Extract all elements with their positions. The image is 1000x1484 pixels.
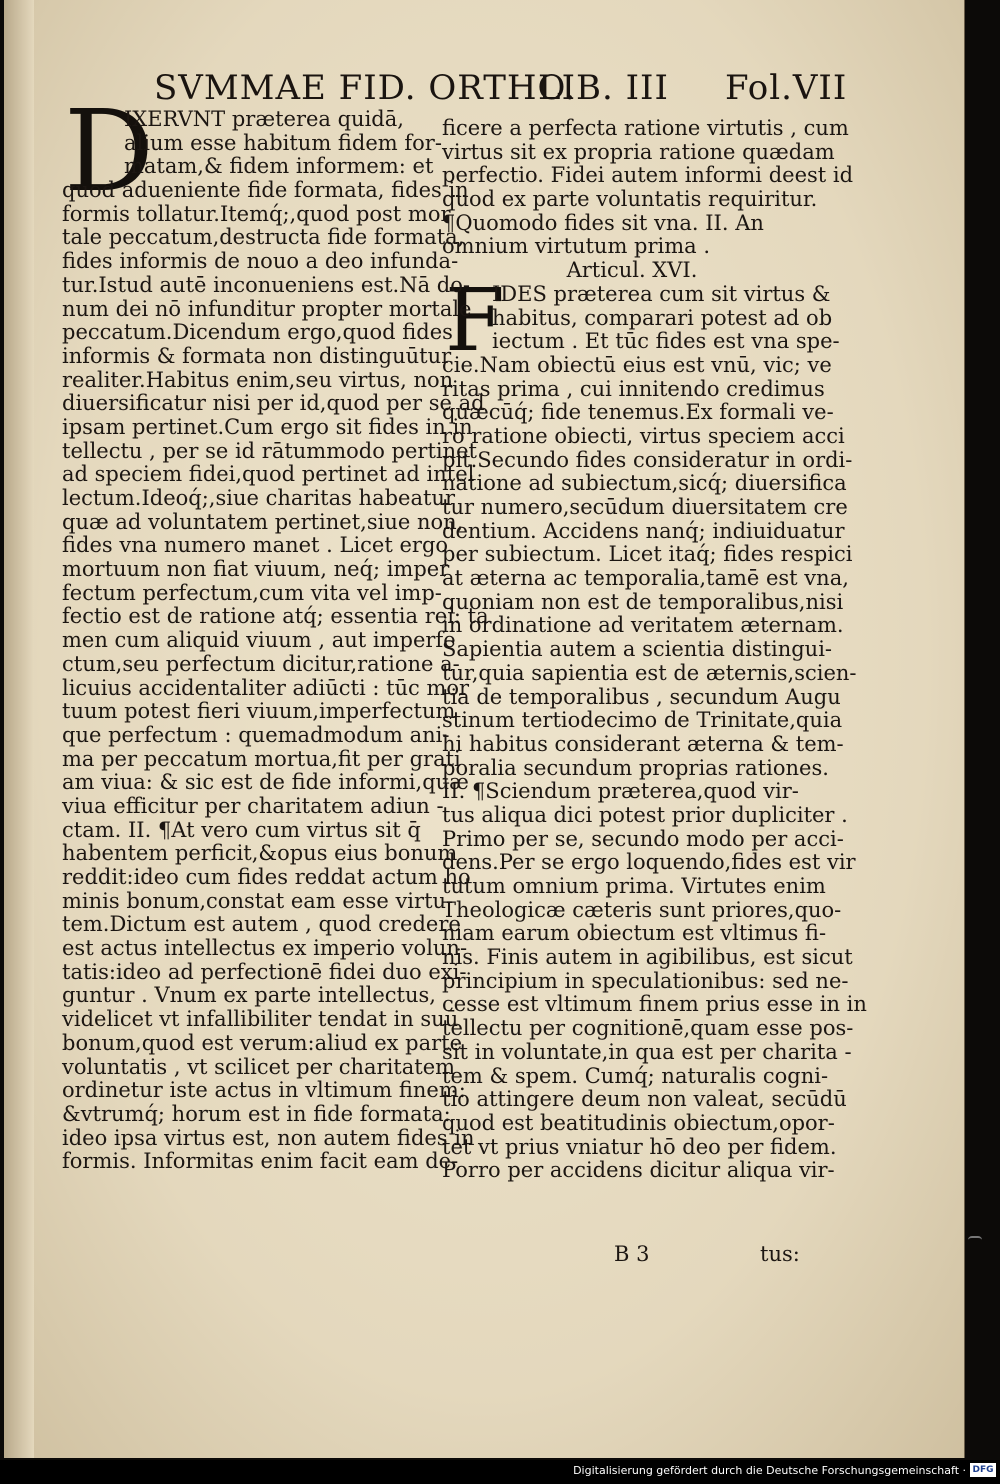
text-line: ordinetur iste actus in vltimum finem: <box>62 1078 466 1103</box>
text-line: fectum perfectum,cum vita vel imp- <box>62 580 442 605</box>
text-line: omnium virtutum prima . <box>442 234 711 259</box>
drop-capital-d: D <box>64 87 154 217</box>
text-line: tatis:ideo ad perfectionē fidei duo exi- <box>62 959 467 984</box>
text-line: habentem perficit,&opus eius bonum <box>62 841 458 866</box>
text-line: per subiectum. Licet itaq́; fides respici <box>442 542 853 567</box>
text-line: diuersificatur nisi per id,quod per se ad <box>62 391 485 416</box>
text-line: formis tollatur.Itemq́;,quod post mor <box>62 201 451 226</box>
text-line: informis & formata non distinguūtur <box>62 343 452 368</box>
text-line: IXERVNT præterea quidā, <box>124 107 404 131</box>
text-line: II. ¶Sciendum præterea,quod vir- <box>442 779 799 804</box>
signature-mark: B 3 <box>614 1242 650 1266</box>
text-line: cesse est vltimum finem prius esse in in <box>442 992 867 1017</box>
text-line: Porro per accidens dicitur aliqua vir- <box>442 1158 835 1183</box>
digitization-notice: Digitalisierung gefördert durch die Deutsche Forschungsgemeinschaft · <box>573 1464 966 1477</box>
right-text-column <box>442 116 867 1183</box>
text-line: natione ad subiectum,sicq́; diuersifica <box>442 471 847 496</box>
text-line: quod est beatitudinis obiectum,opor- <box>442 1110 835 1135</box>
text-line: fides vna numero manet . Licet ergo <box>62 533 449 558</box>
left-text-column <box>62 107 489 1174</box>
text-line: men cum aliquid viuum , aut imperfe <box>62 628 456 653</box>
text-line: que perfectum : quemadmodum ani- <box>62 722 450 747</box>
text-line: Sapientia autem a scientia distingui- <box>442 637 833 662</box>
text-line: stinum tertiodecimo de Trinitate,quia <box>442 708 843 733</box>
header-title: SVMMAE FID. ORTHO. <box>154 68 577 108</box>
text-line: matam,& fidem informem: et <box>124 154 434 179</box>
text-line: tellectu per cognitionē,quam esse pos- <box>442 1016 854 1041</box>
text-line: viua efficitur per charitatem adiun - <box>62 793 444 818</box>
text-line: &vtrumq́; horum est in fide formata: <box>62 1101 451 1126</box>
text-line: quæcūq́; fide tenemus.Ex formali ve- <box>442 400 834 425</box>
text-line: realiter.Habitus enim,seu virtus, non <box>62 367 454 392</box>
text-line: tur.Istud autē inconueniens est.Nā do- <box>62 272 470 297</box>
text-line: ficere a perfecta ratione virtutis , cum <box>442 116 849 140</box>
text-line: tur numero,secūdum diuersitatem cre <box>442 495 848 519</box>
text-line: videlicet vt infallibiliter tendat in suū <box>62 1007 459 1032</box>
text-line: tale peccatum,destructa fide formata, <box>62 225 465 250</box>
text-line: at æterna ac temporalia,tamē est vna, <box>442 566 849 591</box>
text-line: guntur . Vnum ex parte intellectus, <box>62 983 436 1008</box>
text-line: tem & spem. Cumq́; naturalis cogni- <box>442 1063 829 1088</box>
catchword: tus: <box>760 1242 800 1266</box>
text-line: fides informis de nouo a deo infunda- <box>62 249 459 274</box>
text-line: ctam. II. ¶At vero cum virtus sit q̄ <box>62 817 421 842</box>
text-line: ro ratione obiecti, virtus speciem acci <box>442 423 845 448</box>
text-line: ¶Quomodo fides sit vna. II. An <box>442 210 764 235</box>
text-line: voluntatis , vt scilicet per charitatem <box>62 1054 456 1079</box>
text-line: virtus sit ex propria ratione quædam <box>442 139 835 164</box>
text-line: IDES præterea cum sit virtus & <box>492 281 831 306</box>
text-line: fectio est de ratione atq́; essentia rei: ta <box>62 604 489 629</box>
text-line: tellectu , per se id rātummodo pertinet <box>62 438 477 463</box>
text-line: dens.Per se ergo loquendo,fides est vir <box>442 850 856 875</box>
text-line: dentium. Accidens nanq́; indiuiduatur <box>442 518 845 543</box>
text-line: habitus, comparari potest ad ob <box>492 305 833 330</box>
text-line: formis. Informitas enim facit eam de- <box>62 1149 459 1174</box>
text-line: tuum potest fieri viuum,imperfectum <box>62 699 456 724</box>
text-line: quod adueniente fide formata, fides in <box>62 178 469 203</box>
text-line: quæ ad voluntatem pertinet,siue non, <box>62 509 464 534</box>
text-line: hi habitus considerant æterna & tem- <box>442 731 844 756</box>
text-line: alium esse habitum fidem for- <box>124 130 442 155</box>
text-line: tio attingere deum non valeat, secūdū <box>442 1087 847 1112</box>
text-line: ad speciem fidei,quod pertinet ad intel <box>62 462 475 487</box>
drop-capital-f: F <box>445 271 505 371</box>
text-line: iectum . Et tūc fides est vna spe- <box>492 329 840 354</box>
text-line: peccatum.Dicendum ergo,quod fides <box>62 320 453 345</box>
text-line: ma per peccatum mortua,fit per grati <box>62 746 461 771</box>
text-line: cie.Nam obiectū eius est vnū, vic; ve <box>442 352 832 377</box>
text-line: tutum omnium prima. Virtutes enim <box>442 874 826 898</box>
text-line: est actus intellectus ex imperio volun- <box>62 936 468 961</box>
text-line: perfectio. Fidei autem informi deest id <box>442 163 854 188</box>
text-line: am viua: & sic est de fide informi,quæ <box>62 770 469 795</box>
text-line: minis bonum,constat eam esse virtu- <box>62 888 454 913</box>
text-line: principium in speculationibus: sed ne- <box>442 968 849 993</box>
text-line: lectum.Ideoq́;,siue charitas habeatur <box>62 486 455 510</box>
text-line: tem.Dictum est autem , quod credere <box>62 912 461 937</box>
text-line: Articul. XVI. <box>566 258 698 283</box>
page-edge-mark <box>968 1236 982 1244</box>
dfg-logo: DFG <box>970 1463 996 1477</box>
page-gutter-shadow <box>4 0 34 1458</box>
text-line: num dei nō infunditur propter mortale <box>62 296 472 321</box>
text-line: bonum,quod est verum:aliud ex parte <box>62 1030 463 1055</box>
text-line: ipsam pertinet.Cum ergo sit fides in in <box>62 414 473 439</box>
text-line: tia de temporalibus , secundum Augu <box>442 684 841 709</box>
text-line: Primo per se, secundo modo per acci- <box>442 826 844 851</box>
text-line: sit in voluntate,in qua est per charita - <box>442 1039 852 1064</box>
text-line: in ordinatione ad veritatem æternam. <box>442 613 844 638</box>
text-line: niam earum obiectum est vltimus fi- <box>442 921 827 946</box>
header-book-number: LIB. III <box>538 68 669 108</box>
text-line: mortuum non fiat viuum, neq́; imper <box>62 557 450 582</box>
text-line: licuius accidentaliter adiūcti : tūc mor <box>62 675 470 700</box>
text-line: poralia secundum proprias rationes. <box>442 755 829 780</box>
text-line: ritas prima , cui innitendo credimus <box>442 376 825 401</box>
text-line: reddit:ideo cum fides reddat actum ho <box>62 865 471 889</box>
page-footer <box>442 1242 822 1270</box>
text-line: ideo ipsa virtus est, non autem fides in <box>62 1125 475 1150</box>
header-folio-number: Fol.VII <box>725 68 848 108</box>
text-line: ctum,seu perfectum dicitur,ratione a- <box>62 651 460 676</box>
text-line: Theologicæ cæteris sunt priores,quo- <box>442 897 842 922</box>
text-line: nis. Finis autem in agibilibus, est sicut <box>442 945 853 970</box>
digitization-notice-bar <box>0 1460 1000 1484</box>
text-line: quod ex parte voluntatis requiritur. <box>442 187 818 212</box>
text-line: tet vt prius vniatur hō deo per fidem. <box>442 1134 837 1159</box>
text-line: tur,quia sapientia est de æternis,scien- <box>442 660 857 685</box>
text-line: tus aliqua dici potest prior dupliciter . <box>442 802 848 827</box>
text-line: pit.Secundo fides consideratur in ordi- <box>442 447 853 472</box>
text-line: quoniam non est de temporalibus,nisi <box>442 589 844 614</box>
